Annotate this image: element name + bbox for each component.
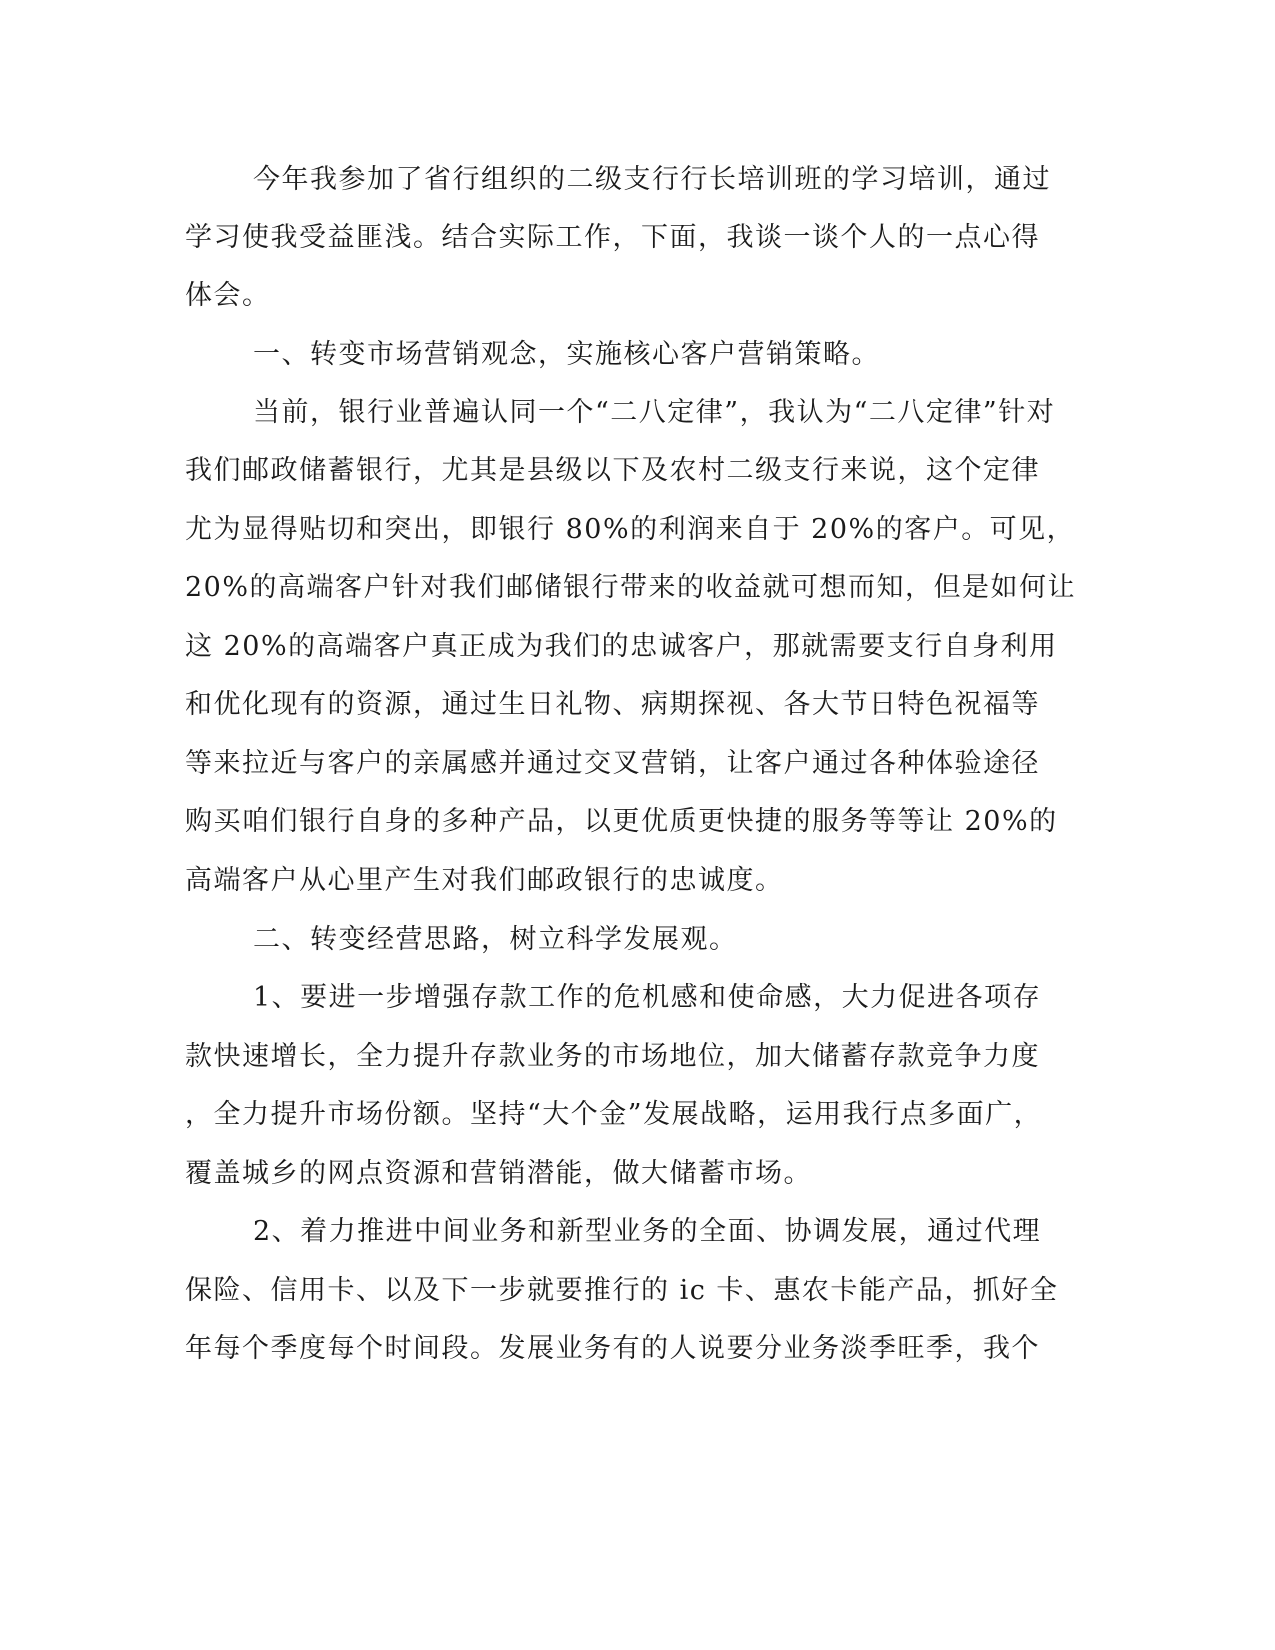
paragraph-line: 20%的高端客户针对我们邮储银行带来的收益就可想而知，但是如何让 [185,572,1077,603]
section-heading: 二、转变经营思路，树立科学发展观。 [253,924,738,955]
paragraph-line: 购买咱们银行自身的多种产品，以更优质更快捷的服务等等让 20%的 [185,806,1058,837]
paragraph-line: 保险、信用卡、以及下一步就要推行的 ic 卡、惠农卡能产品，抓好全 [185,1275,1059,1306]
paragraph-line: 款快速增长，全力提升存款业务的市场地位，加大储蓄存款竞争力度 [185,1041,1040,1072]
paragraph-line: 等来拉近与客户的亲属感并通过交叉营销，让客户通过各种体验途径 [185,748,1040,779]
paragraph-line: 尤为显得贴切和突出，即银行 80%的利润来自于 20%的客户。可见， [185,514,1076,545]
paragraph-line: 当前，银行业普遍认同一个“二八定律”，我认为“二八定律”针对 [253,397,1056,428]
paragraph-line: 今年我参加了省行组织的二级支行行长培训班的学习培训，通过 [253,164,1051,195]
paragraph-line: 1、要进一步增强存款工作的危机感和使命感，大力促进各项存 [253,982,1042,1013]
paragraph-line: 这 20%的高端客户真正成为我们的忠诚客户，那就需要支行自身利用 [185,631,1058,662]
paragraph-line: 覆盖城乡的网点资源和营销潜能，做大储蓄市场。 [185,1158,812,1189]
section-heading: 一、转变市场营销观念，实施核心客户营销策略。 [253,339,880,370]
paragraph-line: ，全力提升市场份额。坚持“大个金”发展战略，运用我行点多面广， [185,1099,1043,1130]
paragraph-line: 和优化现有的资源，通过生日礼物、病期探视、各大节日特色祝福等 [185,689,1040,720]
paragraph-line: 学习使我受益匪浅。结合实际工作，下面，我谈一谈个人的一点心得 [185,222,1040,253]
paragraph-line: 2、着力推进中间业务和新型业务的全面、协调发展，通过代理 [253,1216,1042,1247]
paragraph-line: 高端客户从心里产生对我们邮政银行的忠诚度。 [185,865,784,896]
paragraph-line: 体会。 [185,280,271,311]
paragraph-line: 我们邮政储蓄银行，尤其是县级以下及农村二级支行来说，这个定律 [185,455,1040,486]
paragraph-line: 年每个季度每个时间段。发展业务有的人说要分业务淡季旺季，我个 [185,1333,1040,1364]
